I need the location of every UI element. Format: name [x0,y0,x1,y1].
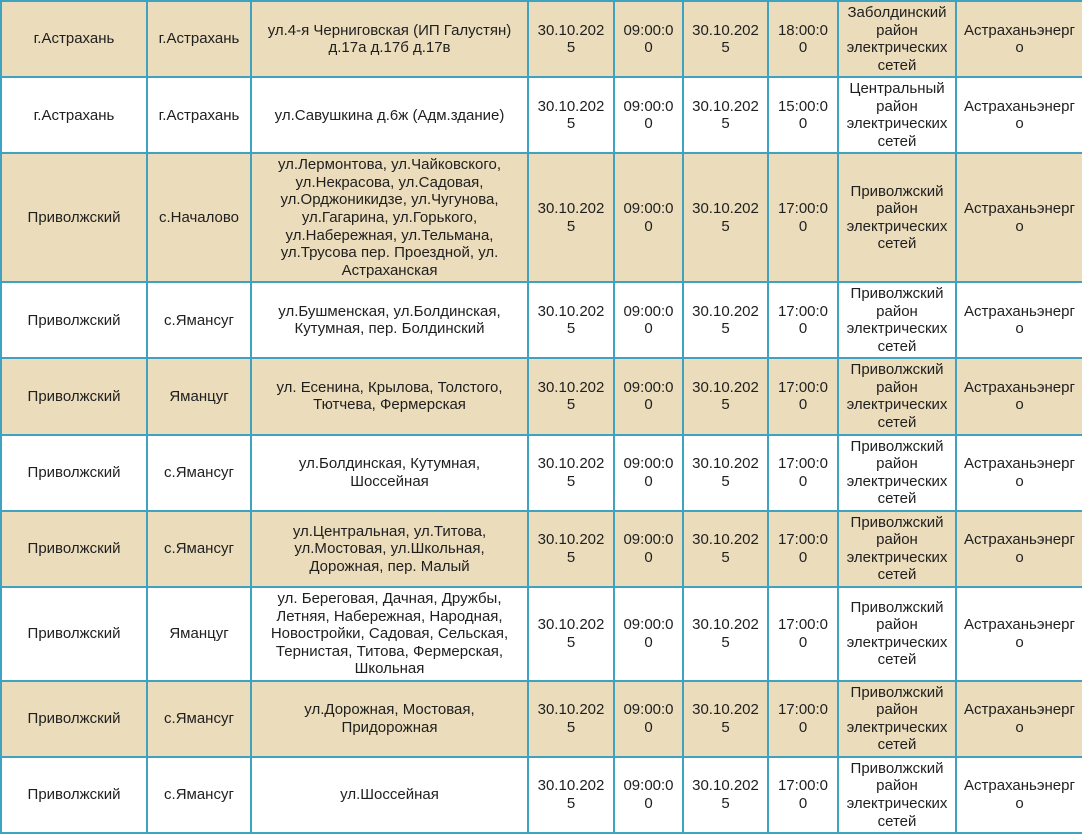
cell-start-time: 09:00:00 [614,282,683,358]
cell-company: Астраханьэнерго [956,358,1082,434]
cell-streets: ул.Бушменская, ул.Болдинская, Кутумная, пер. Болдинский [251,282,528,358]
cell-end-time: 15:00:00 [768,77,838,153]
cell-end-date: 30.10.2025 [683,153,768,282]
cell-streets: ул.Лермонтова, ул.Чайковского, ул.Некрасова, ул.Садовая, ул.Орджоникидзе, ул.Чугунова, ул.Гагарина, ул.Горького, ул.Набережная, ул.Тельмана, ул.Трусова пер. Проездной, ул. Астраханская [251,153,528,282]
cell-company: Астраханьэнерго [956,511,1082,587]
cell-start-date: 30.10.2025 [528,1,614,77]
cell-end-time: 17:00:00 [768,587,838,681]
cell-settlement: с.Ямансуг [147,435,251,511]
cell-district: Приволжский [1,153,147,282]
cell-settlement: с.Ямансуг [147,282,251,358]
cell-end-date: 30.10.2025 [683,435,768,511]
cell-start-time: 09:00:00 [614,1,683,77]
cell-district: Приволжский [1,435,147,511]
cell-network-district: Приволжский район электрических сетей [838,358,956,434]
cell-company: Астраханьэнерго [956,1,1082,77]
table-row [1,681,1082,757]
cell-end-date: 30.10.2025 [683,511,768,587]
cell-end-time: 17:00:00 [768,153,838,282]
cell-streets: ул.4-я Черниговская (ИП Галустян) д.17а д.17б д.17в [251,1,528,77]
cell-company: Астраханьэнерго [956,153,1082,282]
cell-settlement: с.Ямансуг [147,511,251,587]
cell-network-district: Приволжский район электрических сетей [838,757,956,833]
cell-district: г.Астрахань [1,1,147,77]
cell-settlement: Яманцуг [147,587,251,681]
cell-company: Астраханьэнерго [956,435,1082,511]
table-row [1,1,1082,77]
table-row [1,358,1082,434]
cell-settlement: г.Астрахань [147,77,251,153]
cell-settlement: с.Ямансуг [147,757,251,833]
cell-settlement: с.Ямансуг [147,681,251,757]
cell-district: г.Астрахань [1,77,147,153]
cell-start-date: 30.10.2025 [528,587,614,681]
cell-district: Приволжский [1,757,147,833]
cell-end-time: 17:00:00 [768,435,838,511]
cell-end-time: 17:00:00 [768,681,838,757]
cell-start-time: 09:00:00 [614,681,683,757]
cell-start-date: 30.10.2025 [528,511,614,587]
cell-start-date: 30.10.2025 [528,757,614,833]
cell-district: Приволжский [1,282,147,358]
cell-network-district: Приволжский район электрических сетей [838,435,956,511]
cell-streets: ул. Береговая, Дачная, Дружбы, Летняя, Набережная, Народная, Новостройки, Садовая, Сельская, Тернистая, Титова, Фермерская, Школьная [251,587,528,681]
cell-start-time: 09:00:00 [614,587,683,681]
cell-settlement: Яманцуг [147,358,251,434]
cell-network-district: Приволжский район электрических сетей [838,681,956,757]
cell-company: Астраханьэнерго [956,77,1082,153]
cell-end-time: 18:00:00 [768,1,838,77]
table-row [1,153,1082,282]
cell-streets: ул. Есенина, Крылова, Толстого, Тютчева, Фермерская [251,358,528,434]
cell-start-date: 30.10.2025 [528,358,614,434]
cell-start-date: 30.10.2025 [528,153,614,282]
cell-end-time: 17:00:00 [768,282,838,358]
cell-district: Приволжский [1,681,147,757]
cell-network-district: Приволжский район электрических сетей [838,587,956,681]
cell-end-date: 30.10.2025 [683,681,768,757]
cell-start-time: 09:00:00 [614,358,683,434]
cell-end-date: 30.10.2025 [683,282,768,358]
table-row [1,757,1082,833]
cell-start-date: 30.10.2025 [528,282,614,358]
cell-end-date: 30.10.2025 [683,587,768,681]
table-row [1,77,1082,153]
table-row [1,282,1082,358]
cell-network-district: Центральный район электрических сетей [838,77,956,153]
cell-settlement: г.Астрахань [147,1,251,77]
table-row [1,511,1082,587]
cell-end-time: 17:00:00 [768,757,838,833]
cell-company: Астраханьэнерго [956,757,1082,833]
cell-streets: ул.Дорожная, Мостовая, Придорожная [251,681,528,757]
cell-district: Приволжский [1,511,147,587]
cell-start-time: 09:00:00 [614,511,683,587]
cell-company: Астраханьэнерго [956,681,1082,757]
cell-network-district: Приволжский район электрических сетей [838,153,956,282]
cell-start-time: 09:00:00 [614,757,683,833]
table-body [1,1,1082,833]
cell-streets: ул.Савушкина д.6ж (Адм.здание) [251,77,528,153]
cell-company: Астраханьэнерго [956,587,1082,681]
cell-end-time: 17:00:00 [768,358,838,434]
cell-streets: ул.Болдинская, Кутумная, Шоссейная [251,435,528,511]
cell-district: Приволжский [1,587,147,681]
cell-start-date: 30.10.2025 [528,77,614,153]
cell-start-time: 09:00:00 [614,77,683,153]
cell-end-date: 30.10.2025 [683,77,768,153]
cell-end-time: 17:00:00 [768,511,838,587]
cell-company: Астраханьэнерго [956,282,1082,358]
table-row [1,435,1082,511]
cell-network-district: Заболдинский район электрических сетей [838,1,956,77]
cell-start-time: 09:00:00 [614,435,683,511]
cell-start-date: 30.10.2025 [528,435,614,511]
cell-end-date: 30.10.2025 [683,358,768,434]
cell-start-date: 30.10.2025 [528,681,614,757]
cell-start-time: 09:00:00 [614,153,683,282]
cell-network-district: Приволжский район электрических сетей [838,282,956,358]
table-row [1,587,1082,681]
cell-network-district: Приволжский район электрических сетей [838,511,956,587]
cell-end-date: 30.10.2025 [683,757,768,833]
cell-settlement: с.Началово [147,153,251,282]
cell-streets: ул.Шоссейная [251,757,528,833]
cell-end-date: 30.10.2025 [683,1,768,77]
cell-streets: ул.Центральная, ул.Титова, ул.Мостовая, ул.Школьная, Дорожная, пер. Малый [251,511,528,587]
cell-district: Приволжский [1,358,147,434]
